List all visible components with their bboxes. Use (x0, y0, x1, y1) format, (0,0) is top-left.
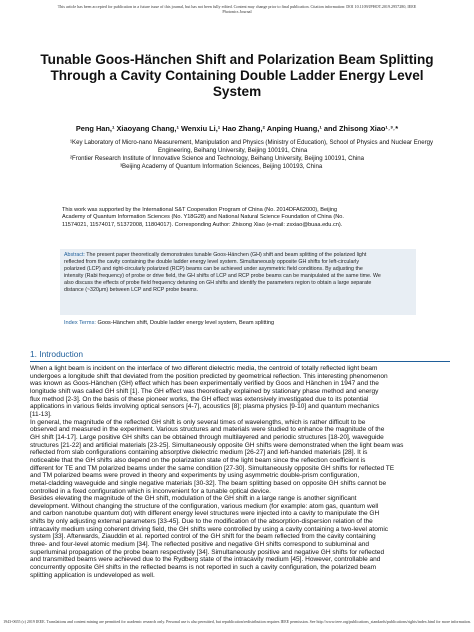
body-line: reflected from slab configurations containing absorptive dielectric medium [26-27] and left-handed materials [28]. It is (30, 449, 368, 457)
abstract-line: also discuss the effects of probe field frequency detuning on GH shifts and identify the parameters region to obtain a large separate (64, 279, 372, 286)
title-line: System (212, 84, 262, 99)
body-line: longitude shift was called GH shift [1]. The GH effect was theoretically explained by stationary phase method and energy (30, 387, 379, 395)
body-line: undergoes a longitude shift that deviated from the position predicted by geometrical reflection. This interesting phenomenon (30, 372, 388, 380)
body-line: shifts by only adjusting external parameters [33-45]. Due to the modification of the absorption-dispersion relation of the (30, 518, 373, 526)
abstract-line: reflected from the cavity containing the double ladder energy level system. Simultaneously opposite GH shifts for left-circularly (64, 258, 359, 265)
index-terms-text: Goos-Hänchen shift, Double ladder energy level system, Beam splitting (95, 320, 275, 326)
affiliation: ¹Key Laboratory of Micro-nano Measurement, Manipulation and Physics (Ministry of Education), School of Physics and Nuclear Energy (70, 139, 434, 146)
funding-line: 11574021, 11574017, 51372008, 11804017). Corresponding Author: Zhisong Xiao (e-mail: zsxiao@buaa.edu.cn). (62, 221, 343, 228)
body-line: observed and measured in the experiment. Various structures and materials were studied to enhance the magnitude of the (30, 426, 385, 434)
body-line: When a light beam is incident on the interface of two different dielectric media, the centroid of totally reflected light beam (30, 365, 378, 372)
body-line: intracavity medium using coherent driving field, the GH shifts were controlled by using a cavity containing a two-level atomic (30, 525, 389, 533)
body-line: development. Without changing the structure of the configuration, various medium (for example: atom gas, quantum well (30, 502, 379, 510)
body-line: was known as Goos-Hänchen (GH) effect which has been experimentally verified by Goos and Hänchen in 1947 and the (30, 380, 379, 388)
introduction-body (30, 365, 450, 579)
body-line: superluminal propagation of the probe beam respectively [34]. Simultaneously positive and negative GH shifts for reflected (30, 548, 385, 556)
body-line: and carbon nanotube quantum dot) with different energy level structures were injected into a cavity to manipulate the GH (30, 510, 380, 518)
abstract-line (64, 252, 412, 259)
abstract-box (60, 249, 416, 315)
body-line: [11-13]. (30, 410, 52, 418)
funding-line: Academy of Quantum Information Sciences (No. Y18G28) and National Natural Science Foundation of China (No. (62, 214, 344, 221)
body-line: concurrently opposite GH shifts in the reflected beams is not reported in such a cavity configuration, the polarized beam (30, 564, 377, 572)
body-line: Besides elevating the magnitude of the GH shift, modulation of the GH shift in a large range is another significant (30, 495, 357, 503)
funding-statement (62, 207, 414, 229)
body-line: metal-cladding waveguide and single negative materials [30-32]. The beam splitting based on opposite GH shifts cannot be (30, 479, 387, 487)
abstract-line: distance (~320μm) between LCP and RCP probe beams. (64, 286, 199, 293)
affiliation: Engineering, Beihang University, Beijing 100191, China (158, 147, 308, 154)
index-terms (64, 320, 416, 326)
body-line: applications in various fields involving optical sensors [4-7], acoustics [8]; plasma physics [9-10] and quantum mechanics (30, 403, 380, 411)
body-line: three- and four-level atomic medium [34]. The reflected positive and negative GH shifts correspond to subluminal and (30, 541, 370, 549)
abstract-text: The present paper theoretically demonstrates tunable Goos-Hänchen (GH) shift and beam splitting of the polarized light (84, 252, 367, 258)
affiliations (70, 139, 434, 171)
author-list: Peng Han,¹ Xiaoyang Chang,¹ Wenxiu Li,¹ Hao Zhang,² Anping Huang,¹ and Zhisong Xiao¹˒³˒* (75, 124, 399, 133)
body-line: GH shift [14-17]. Large positive GH shifts can be obtained through multilayered and periodic structures [18-20], waveguide (30, 433, 384, 441)
affiliation: ³Beijing Academy of Quantum Information Sciences, Beijing 100193, China (120, 163, 323, 170)
section-heading: 1. Introduction (30, 349, 84, 359)
publication-notice-line: This article has been accepted for publication in a future issue of this journal, but has not been fully edited. Content may change prior to final publication. Citation information: DOI 10.1109/JPHOT.2019.2957280, IEEE (57, 4, 417, 9)
body-line: structures [21-22] and artificial materials [23-25]. Simultaneously opposite GH shifts were demonstrated when the light beam was (30, 441, 404, 449)
body-line: flux method [2-3]. On the basis of these pioneer works, the GH effect was extensively investigated due to its potential (30, 395, 369, 403)
abstract-label: Abstract: (64, 252, 85, 258)
affiliation: ²Frontier Research Institute of Innovative Science and Technology, Beihang University, Beijing 100191, China (70, 155, 365, 162)
publication-notice (0, 4, 474, 14)
title-line: Tunable Goos-Hänchen Shift and Polarization Beam Splitting (40, 52, 434, 67)
title-line: Through a Cavity Containing Double Ladder Energy Level (50, 68, 424, 83)
body-line: noticeable that the GH shifts also depend on the polarization state of the light beam since the reflection coefficient is (30, 456, 366, 464)
paper-title (20, 52, 454, 100)
body-line: and transmitted beams were achieved due to the Rydberg state of the intracavity medium [45]. However, controllable and (30, 556, 381, 564)
index-terms-label: Index Terms: (64, 320, 96, 326)
section-divider (30, 361, 450, 362)
journal-name: Photonics Journal (222, 9, 252, 14)
body-line: and TM polarized beams were proved in theory and experiments by using asymmetric double-prism configuration, (30, 472, 360, 480)
body-line: In general, the magnitude of the reflected GH shift is only several times of wavelengths, which is rather difficult to be (30, 418, 366, 426)
body-line: system [33]. Afterwards, Ziauddin et al. reported control of the GH shift for the beam reflected from the cavity containing (30, 533, 376, 541)
abstract-line: intensity (Rabi frequency) of probe or drive field, the GH shifts of LCP and RCP probe beams can be manipulated at the same time. We (64, 272, 381, 279)
body-line: controlled in a fixed configuration which is inconvenient for a tunable optical device. (30, 487, 271, 495)
body-line: splitting application is undeveloped as well. (30, 571, 155, 579)
funding-line: This work was supported by the International S&T Cooperation Program of China (No. 2014DFA62000), Beijing (62, 207, 338, 213)
copyright-footer: 1943-0655 (c) 2019 IEEE. Translations and content mining are permitted for academic research only. Personal use is also permitted, but republication/redistribution requires IEEE permission. See http://www.ieee.org/publications_standards/publications/rights/index.html for more information. (3, 619, 471, 624)
abstract-line: polarized (LCP) and right-circularly polarized (RCP) beams can be achieved under asymmetric field conditions. By adjusting the (64, 265, 363, 272)
body-line: different for TE and TM polarized beams under the same condition [27-30]. Simultaneously opposite GH shifts for reflected TE (30, 464, 395, 472)
